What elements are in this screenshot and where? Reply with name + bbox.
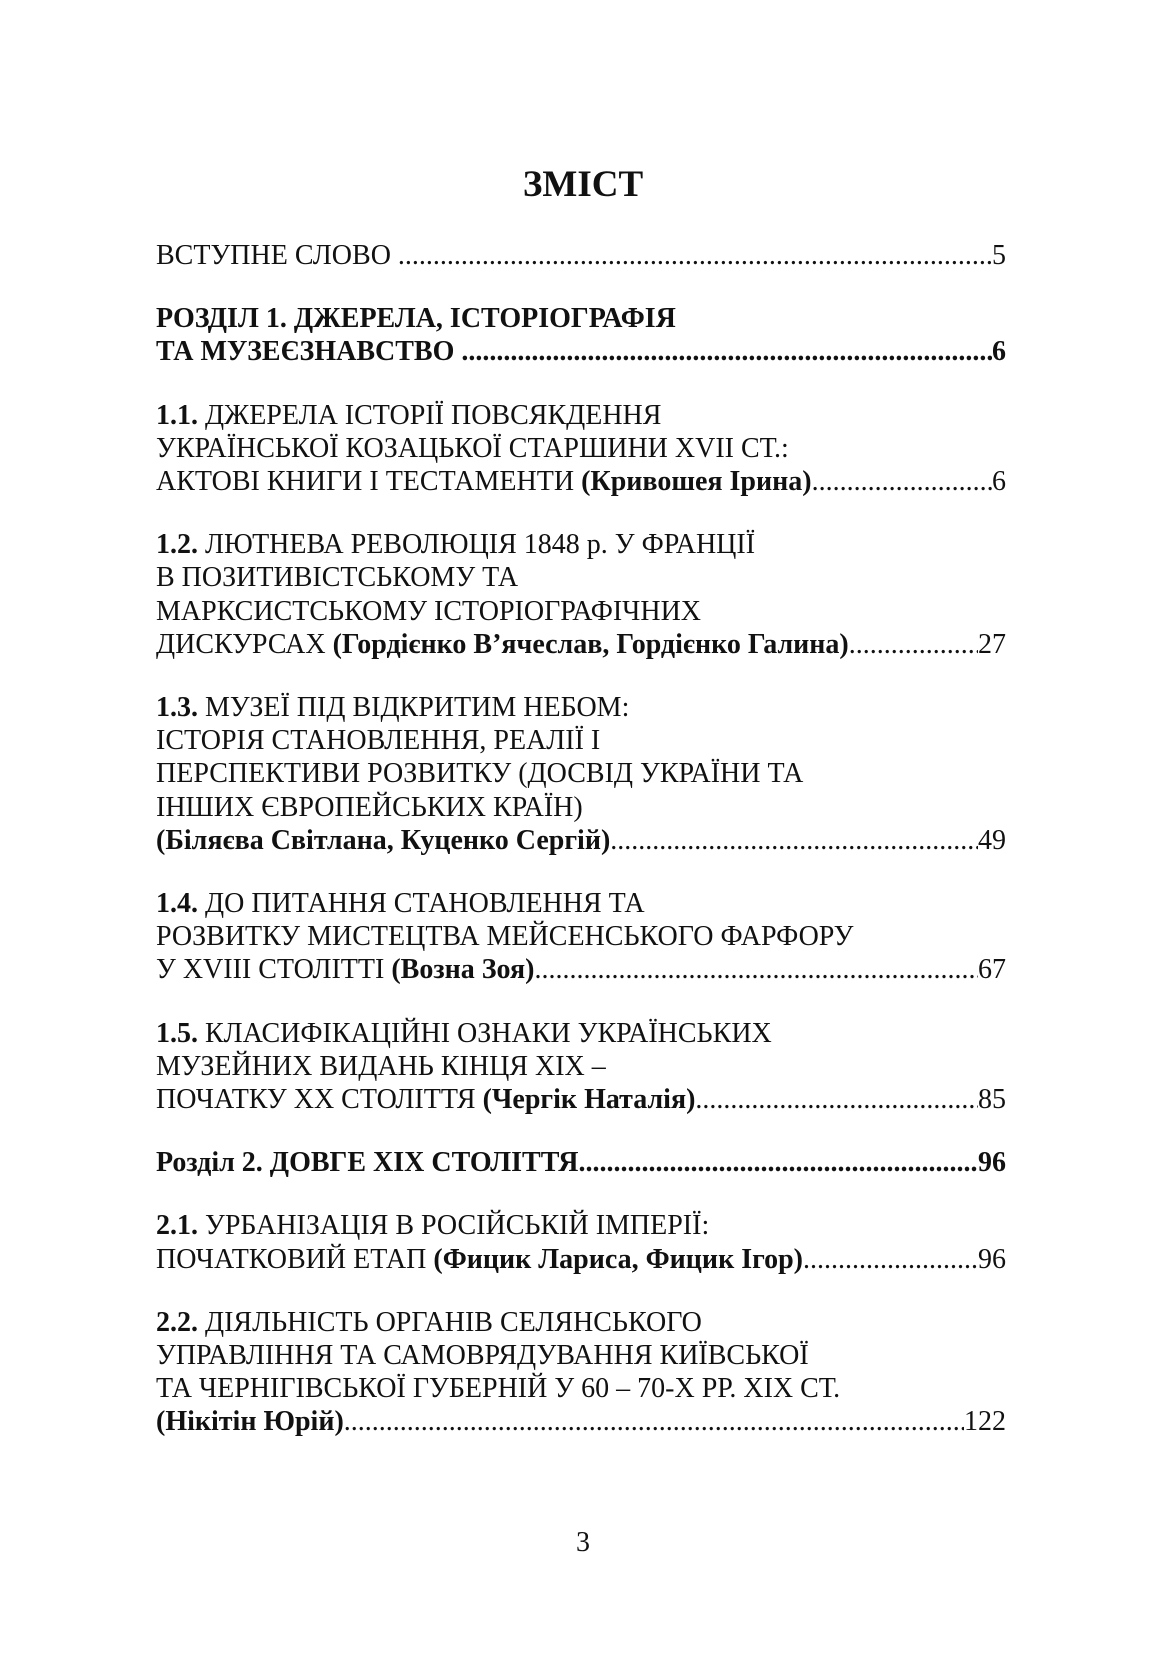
toc-entry-authors: (Гордієнко В’ячеслав, Гордієнко Галина)	[332, 628, 849, 660]
toc-page-number: 27	[978, 628, 1006, 660]
toc-entry-text: ТА ЧЕРНІГІВСЬКОЇ ГУБЕРНІЙ У 60 – 70-Х РР. XIX СТ.	[156, 1373, 841, 1405]
toc-entry-line	[156, 561, 1006, 594]
toc-entry[interactable]	[156, 302, 1006, 368]
toc-entry-text: В ПОЗИТИВІСТСЬКОМУ ТА	[156, 562, 519, 594]
toc-page-number: 85	[978, 1084, 1006, 1116]
dot-leader	[534, 953, 978, 986]
toc-entry[interactable]	[156, 887, 1006, 987]
toc-entry-text: ПОЧАТКУ XX СТОЛІТТЯ	[156, 1084, 483, 1116]
toc-entry[interactable]	[156, 399, 1006, 499]
toc-page-number: 122	[964, 1406, 1006, 1438]
toc-page-number: 96	[978, 1243, 1006, 1275]
page-number: 3	[576, 1527, 590, 1558]
toc-entry-line	[156, 1306, 1006, 1339]
toc-entry-line	[156, 595, 1006, 628]
toc-entry-last-line	[156, 335, 1006, 368]
toc-entry-line	[156, 432, 1006, 465]
toc-entry-text: ВСТУПНЕ СЛОВО	[156, 240, 398, 271]
toc-entry-last-line	[156, 1146, 1006, 1179]
toc-entry-text: ТА МУЗЕЄЗНАВСТВО	[156, 336, 462, 368]
toc-entry-authors: (Біляєва Світлана, Куценко Сергій)	[156, 824, 611, 856]
toc-page-number: 96	[978, 1147, 1006, 1179]
toc-entry-text: АКТОВІ КНИГИ І ТЕСТАМЕНТИ	[156, 466, 582, 498]
toc-entry-authors: (Возна Зоя)	[391, 954, 535, 986]
toc-entry[interactable]	[156, 691, 1006, 857]
toc-entry[interactable]	[156, 528, 1006, 661]
toc-entry-line	[156, 691, 1006, 724]
toc-entry-text: РОЗДІЛ 1. ДЖЕРЕЛА, ІСТОРІОГРАФІЯ	[156, 303, 676, 335]
toc-entry[interactable]	[156, 239, 1006, 272]
toc-entry-last-line	[156, 1405, 1006, 1438]
dot-leader	[398, 239, 992, 272]
toc-entry-line	[156, 302, 1006, 335]
toc-entry-last-line	[156, 465, 1006, 498]
toc-entry-last-line	[156, 953, 1006, 986]
dot-leader	[803, 1243, 978, 1276]
toc-entry-text: ЛЮТНЕВА РЕВОЛЮЦІЯ 1848 р. У ФРАНЦІЇ	[205, 529, 756, 561]
section-number: 1.4.	[156, 888, 198, 920]
toc-entry-authors: (Фицик Лариса, Фицик Ігор)	[433, 1243, 804, 1275]
toc-entry-text: ІНШИХ ЄВРОПЕЙСЬКИХ КРАЇН)	[156, 791, 583, 823]
toc-entry-text: МУЗЕЙНИХ ВИДАНЬ КІНЦЯ XIX –	[156, 1050, 606, 1082]
toc-entry-authors: (Кривошея Ірина)	[581, 466, 812, 498]
dot-leader	[610, 824, 978, 857]
toc-entry-last-line	[156, 824, 1006, 857]
toc-entry-line	[156, 1339, 1006, 1372]
dot-leader	[579, 1146, 978, 1179]
toc-entry-text: У XVIII СТОЛІТТІ	[156, 954, 392, 986]
toc-entry-text: МУЗЕЇ ПІД ВІДКРИТИМ НЕБОМ:	[205, 692, 630, 724]
toc-page-number: 67	[978, 954, 1006, 986]
toc-entry-text: Розділ 2. ДОВГЕ XIX СТОЛІТТЯ	[156, 1147, 579, 1179]
toc-entry-line	[156, 920, 1006, 953]
toc-entry-line	[156, 1050, 1006, 1083]
toc-entry-text: КЛАСИФІКАЦІЙНІ ОЗНАКИ УКРАЇНСЬКИХ	[205, 1017, 772, 1049]
toc-entry-line	[156, 757, 1006, 790]
dot-leader	[849, 628, 978, 661]
dot-leader	[344, 1405, 964, 1438]
toc-entry-line	[156, 1209, 1006, 1242]
toc-entry-text: УРБАНІЗАЦІЯ В РОСІЙСЬКІЙ ІМПЕРІЇ:	[205, 1210, 710, 1242]
toc-page-number: 6	[992, 466, 1006, 498]
dot-leader	[812, 465, 992, 498]
toc-entry-line	[156, 724, 1006, 757]
toc-entry-text: УПРАВЛІННЯ ТА САМОВРЯДУВАННЯ КИЇВСЬКОЇ	[156, 1340, 809, 1372]
toc-page-number: 6	[992, 336, 1006, 368]
toc-entry[interactable]	[156, 1306, 1006, 1439]
toc-entry-last-line	[156, 628, 1006, 661]
toc-entry[interactable]	[156, 1146, 1006, 1179]
toc-entry-text: УКРАЇНСЬКОЇ КОЗАЦЬКОЇ СТАРШИНИ XVII СТ.:	[156, 432, 789, 464]
toc-entry-line	[156, 1372, 1006, 1405]
toc-entry-line	[156, 1017, 1006, 1050]
toc-entry-authors: (Чергік Наталія)	[482, 1084, 696, 1116]
toc-entry-last-line	[156, 1243, 1006, 1276]
section-number: 1.5.	[156, 1017, 198, 1049]
toc-entry-text: ІСТОРІЯ СТАНОВЛЕННЯ, РЕАЛІЇ І	[156, 725, 601, 757]
page-title: ЗМІСТ	[522, 164, 644, 205]
toc-entry-last-line	[156, 239, 1006, 272]
toc-entry-line	[156, 791, 1006, 824]
toc-page-number: 49	[978, 824, 1006, 856]
toc-page-number: 5	[992, 240, 1006, 271]
toc-entry-authors: (Нікітін Юрій)	[156, 1406, 344, 1438]
dot-leader	[695, 1083, 978, 1116]
toc-entry-text: ДЖЕРЕЛА ІСТОРІЇ ПОВСЯКДЕННЯ	[205, 399, 662, 431]
toc-entry-text: МАРКСИСТСЬКОМУ ІСТОРІОГРАФІЧНИХ	[156, 595, 702, 627]
section-number: 1.1.	[156, 399, 198, 431]
toc-entry-text: ДИСКУРСАХ	[156, 628, 333, 660]
toc-entry-line	[156, 399, 1006, 432]
table-of-contents	[156, 239, 1006, 1469]
toc-entry-text: ДО ПИТАННЯ СТАНОВЛЕННЯ ТА	[205, 888, 645, 920]
toc-entry-text: ДІЯЛЬНІСТЬ ОРГАНІВ СЕЛЯНСЬКОГО	[205, 1306, 702, 1338]
section-number: 1.3.	[156, 692, 198, 724]
toc-entry-last-line	[156, 1083, 1006, 1116]
section-number: 1.2.	[156, 529, 198, 561]
toc-entry-text: РОЗВИТКУ МИСТЕЦТВА МЕЙСЕНСЬКОГО ФАРФОРУ	[156, 921, 854, 953]
toc-entry-line	[156, 528, 1006, 561]
toc-entry[interactable]	[156, 1209, 1006, 1275]
section-number: 2.1.	[156, 1210, 198, 1242]
toc-entry-line	[156, 887, 1006, 920]
section-number: 2.2.	[156, 1306, 198, 1338]
toc-entry[interactable]	[156, 1017, 1006, 1117]
dot-leader	[461, 335, 992, 368]
toc-entry-text: ПОЧАТКОВИЙ ЕТАП	[156, 1243, 434, 1275]
toc-entry-text: ПЕРСПЕКТИВИ РОЗВИТКУ (ДОСВІД УКРАЇНИ ТА	[156, 758, 804, 790]
